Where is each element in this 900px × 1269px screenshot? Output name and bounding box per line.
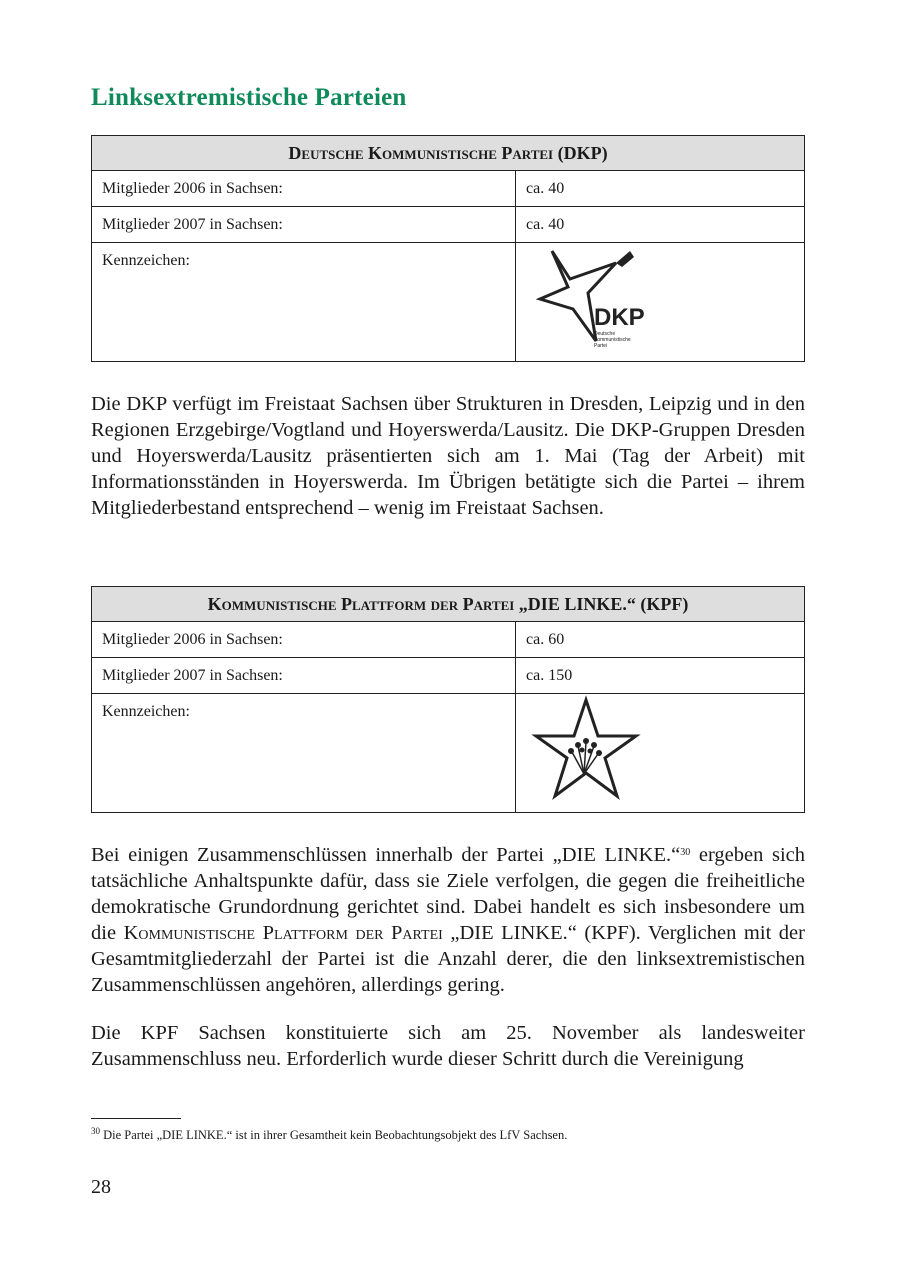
kpf-info-table xyxy=(91,586,805,813)
row-value: ca. 40 xyxy=(516,207,805,243)
table-row xyxy=(92,694,805,813)
dkp-star-logo-icon xyxy=(526,243,656,355)
footnote-text: Die Partei „DIE LINKE.“ ist in ihrer Gesamtheit kein Beobachtungsobjekt des LfV Sachsen. xyxy=(103,1128,568,1143)
table-header-row xyxy=(92,587,805,622)
emblem-cell xyxy=(516,694,805,813)
footnote-number: 30 xyxy=(91,1126,100,1136)
paragraph-kpf-part1: Bei einigen Zusammenschlüssen innerhalb der Partei „DIE LINKE.“ xyxy=(91,844,681,866)
row-value: ca. 40 xyxy=(516,171,805,207)
row-value: ca. 60 xyxy=(516,622,805,658)
row-label: Mitglieder 2007 in Sachsen: xyxy=(92,207,516,243)
paragraph-dkp: Die DKP verfügt im Freistaat Sachsen über Strukturen in Dresden, Leipzig und in den Regionen Erzgebirge/Vogtland und Hoyerswerda/Lausitz. Die DKP-Gruppen Dresden und Hoyerswerda/Lausitz präsentierten sich am 1. Mai (Tag der Arbeit) mit Informationsständen in Hoyerswerda. Im Übrigen betätigte sich die Partei – ihrem Mitgliederbestand entsprechend – wenig im Freistaat Sachsen. xyxy=(91,393,805,519)
svg-text:Deutsche: Deutsche xyxy=(594,331,616,337)
paragraph-kpf-part3: „DIE LINKE.“ (KPF). Verglichen mit der Gesamtmitgliederzahl der Partei ist die Anzahl derer, die den linksextremistischen Zusammenschlüssen angehören, allerdings gering. xyxy=(91,922,805,996)
row-label: Mitglieder 2007 in Sachsen: xyxy=(92,658,516,694)
kpf-star-flower-icon xyxy=(526,694,646,806)
row-label: Mitglieder 2006 in Sachsen: xyxy=(92,171,516,207)
svg-text:Partei: Partei xyxy=(594,343,608,349)
table-row xyxy=(92,207,805,243)
dkp-table-header: Deutsche Kommunistische Partei (DKP) xyxy=(92,136,805,171)
table-row xyxy=(92,658,805,694)
footnote-divider xyxy=(91,1118,181,1119)
kpf-table-header: Kommunistische Plattform der Partei „DIE LINKE.“ (KPF) xyxy=(92,587,805,622)
footnote xyxy=(91,1126,567,1143)
table-row xyxy=(92,622,805,658)
row-value: ca. 150 xyxy=(516,658,805,694)
svg-text:Kommunistische: Kommunistische xyxy=(594,337,631,343)
table-header-row xyxy=(92,136,805,171)
table-row xyxy=(92,171,805,207)
paragraph-kpf-sachsen: Die KPF Sachsen konstituierte sich am 25. November als landesweiter Zusammenschluss neu. Erforderlich wurde dieser Schritt durch die Vereinigung xyxy=(91,1022,805,1070)
paragraph-kpf-part2: ergeben sich tatsächliche Anhaltspunkte dafür, dass sie Ziele verfolgen, die gegen die freiheitliche demokratische Grundordnung gerichtet sind. Dabei handelt es sich insbesondere um die xyxy=(91,844,805,944)
section-heading: Linksextremistische Parteien xyxy=(91,84,407,111)
dkp-logo-text: DKP xyxy=(594,304,645,331)
organization-name: Kommunistische Plattform der Partei xyxy=(123,922,443,944)
page-number: 28 xyxy=(91,1176,111,1198)
emblem-label: Kennzeichen: xyxy=(92,694,516,813)
emblem-label: Kennzeichen: xyxy=(92,243,516,362)
table-row xyxy=(92,243,805,362)
row-label: Mitglieder 2006 in Sachsen: xyxy=(92,622,516,658)
emblem-cell xyxy=(516,243,805,362)
footnote-reference: 30 xyxy=(680,847,691,858)
paragraph-kpf xyxy=(91,842,805,998)
dkp-info-table xyxy=(91,135,805,362)
